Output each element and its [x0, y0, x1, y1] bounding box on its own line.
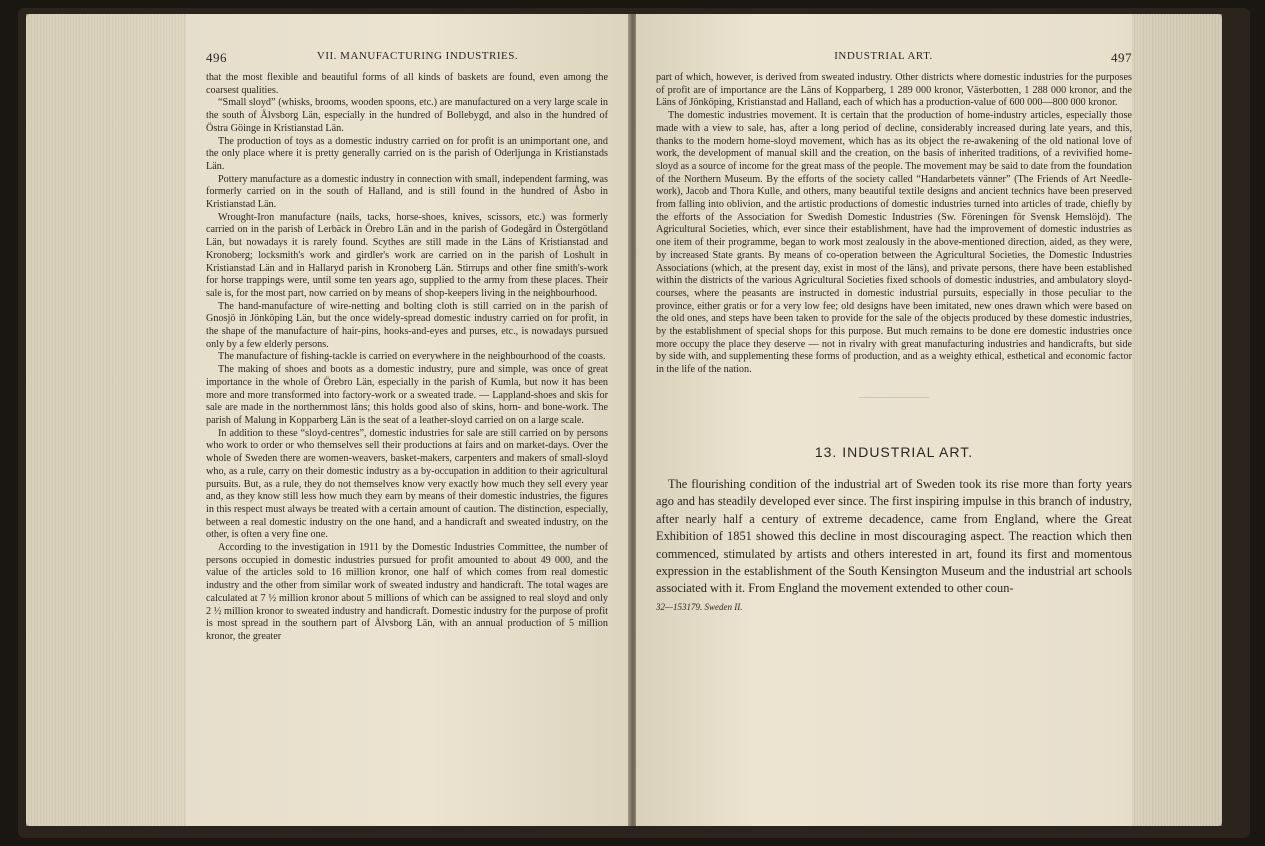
paragraph: The making of shoes and boots as a domestic industry, pure and simple, was once of great importance in the whole of Örebro Län, especially in the parish of Kumla, but now it has been more and more transformed into factory-work or a sweated trade. — Lappland-shoes and skis for sale are made in the northernmost läns; this holds good also of skins, horn- and bone-work. The parish of Malung in Kopparberg Län is the seat of a leather-sloyd carried on on a large scale. [206, 364, 608, 426]
paragraph: Pottery manufacture as a domestic industry in connection with small, independent farming, was formerly carried on in the south of Halland, and is still found in the hundred of Åsbo in Kristianstad Län. [206, 173, 608, 211]
paragraph: The domestic industries movement. It is certain that the production of home-industry articles, especially those made with a view to sale, has, after a long period of decline, considerably increased during late years, and this, thanks to the modern home-sloyd movement, which has as its object the re-awakening of the old national love of work, the development of manual skill and the creation, on the basis of inherited traditions, of a revivified home-sloyd as a source of income for the great mass of the people. The movement may be said to date from the foundation of the Northern Museum. By the efforts of the society called “Handarbetets vänner” (The Friends of Art Needle-work), Jacob and Thora Kulle, and others, many beautiful textile designs and ancient technics have been preserved from falling into oblivion, and the artistic productions of domestic industries turned into articles of trade, chiefly by the efforts of the Association for Swedish Domestic Industries (Sw. Föreningen för Svensk Hemslöjd). The Agricultural Societies, which, ever since their establishment, have had the improvement of domestic industries as one item of their programme, began to work most zealously in the above-mentioned direction, aided, as they were, by increased State grants. By means of co-operation between the Agricultural Societies, the Domestic Industries Associations (which, at the present day, exist in most of the läns), and private persons, there have been established within the districts of the various Agricultural Societies fixed schools of domestic industries, and ambulatory sloyd-courses, where the peasants are instructed in domestic industrial pursuits, especially in those peculiar to the province, either gratis or for a very low fee; old designs have been imitated, new ones drawn which were based on the old ones, and steps have been taken to provide for the sale of the objects produced by these domestic industries, by the establishment of special shops for this purpose. But much remains to be done ere domestic industries once more occupy the place they deserve — not in rivalry with great manufacturing industries and handicrafts, but side by side with, and supplementing these forms of production, and as a weighty ethical, esthetical and economic factor in the life of the nation. [656, 110, 1132, 376]
section-divider [859, 397, 929, 398]
paragraph: According to the investigation in 1911 by the Domestic Industries Committee, the number of persons occupied in domestic industries pursued for profit amounted to about 49 000, and the value of the articles sold to 16 million kronor, one half of which comes from real domestic industry and the other from similar work of sweated industry and handicraft. The total wages are calculated at 7 ½ million kronor about 5 millions of which can be assigned to real sloyd and only 2 ½ million kronor to sweated industry and handicraft. Domestic industry for the purpose of profit is most spread in the southern part of Älvsborg Län, with an annual production of 5 million kronor, the greater [206, 542, 608, 642]
page-footer: 32—153179. Sweden II. [656, 601, 743, 612]
left-page-number: 496 [206, 50, 227, 65]
right-page-number: 497 [1110, 50, 1132, 65]
paragraph: The production of toys as a domestic industry carried on for profit is an unimportant one, and the only place where it is pretty generally carried on is the parish of Oderljunga in Kristianstads Län. [206, 135, 608, 172]
paragraph: Wrought-Iron manufacture (nails, tacks, horse-shoes, knives, scissors, etc.) was formerly carried on in the parish of Lerbäck in Örebro Län and in the parish of Godegård in Östergötland Län, but nowadays it is rarely found. Scythes are still made in the Läns of Kristianstad and Kronoberg; locksmith's work and girdler's work are carried on in the parish of Loshult in Kristianstad Län and in Hallaryd parish in Kronoberg Län. Stirrups and other fine smith's-work for horse trappings were, until some ten years ago, supplied to the army from these places. Their sale is, for the most part, now carried on by means of shop-keepers living in the neighbourhood. [206, 211, 608, 299]
paragraph: The hand-manufacture of wire-netting and bolting cloth is still carried on in the parish of Gnosjö in Jönköping Län, but the once widely-spread domestic industry carried on for profit, in the shape of the manufacture of hair-pins, hooks-and-eyes and purses, etc., is nowadays pursued only by a few elderly persons. [206, 300, 608, 350]
right-page-edges [1132, 14, 1222, 826]
paragraph: In addition to these “sloyd-centres”, domestic industries for sale are still carried on by persons who work to order or who themselves sell their productions at fairs and on market-days. Over the whole of Sweden there are women-weavers, basket-makers, carpenters and makers of small-sloyd who, as a rule, carry on their domestic industry as a by-occupation in addition to their agricultural pursuits. But, as a rule, they do not themselves know very exactly how much they sell every year and, as they know still less how much they earn by means of their domestic industries, the figures in this respect must always be treated with a certain amount of caution. The distinction, especially, between a real domestic industry on the one hand, and a handicraft and sweated industry, on the other, is often a very fine one. [206, 427, 608, 541]
right-body-text [656, 72, 1132, 377]
paragraph: that the most flexible and beautiful forms of all kinds of baskets are found, even among the coarsest qualities. [206, 72, 608, 96]
paragraph: The flourishing condition of the industrial art of Sweden took its rise more than forty years ago and has steadily developed ever since. The first inspiring impulse in this branch of industry, after nearly half a century of extreme decadence, came from England, where the Great Exhibition of 1851 showed this decline in most discouraging aspect. The reaction which then commenced, stimulated by artists and others interested in art, found its first and momentous expression in the establishment of the South Kensington Museum and the industrial art schools associated with it. From England the movement extended to other coun- [656, 476, 1132, 596]
paragraph: part of which, however, is derived from sweated industry. Other districts where domestic industries for the purposes of profit are of importance are the Läns of Kopparberg, 1 289 000 kronor, Västerbotten, 1 288 000 kronor, and the Läns of Jönköping, Kristianstad and Halland, each of which has a production-value of 600 000—800 000 kronor. [656, 72, 1132, 109]
left-header-title: VII. MANUFACTURING INDUSTRIES. [316, 50, 519, 62]
paragraph: “Small sloyd” (whisks, brooms, wooden spoons, etc.) are manufactured on a very large scale in the south of Älvsborg Län, especially in the hundred of Bollebygd, and also in the hundred of Östra Göinge in Kristianstad Län. [206, 97, 608, 134]
right-running-head [656, 50, 1132, 66]
chapter-heading: 13. INDUSTRIAL ART. [814, 443, 974, 460]
left-page-edges [26, 14, 186, 826]
left-running-head [206, 50, 608, 66]
chapter-body-text [656, 476, 1132, 598]
left-body-text [206, 72, 608, 644]
right-header-title: INDUSTRIAL ART. [834, 50, 933, 62]
paragraph: The manufacture of fishing-tackle is carried on everywhere in the neighbourhood of the coasts. [218, 351, 606, 363]
